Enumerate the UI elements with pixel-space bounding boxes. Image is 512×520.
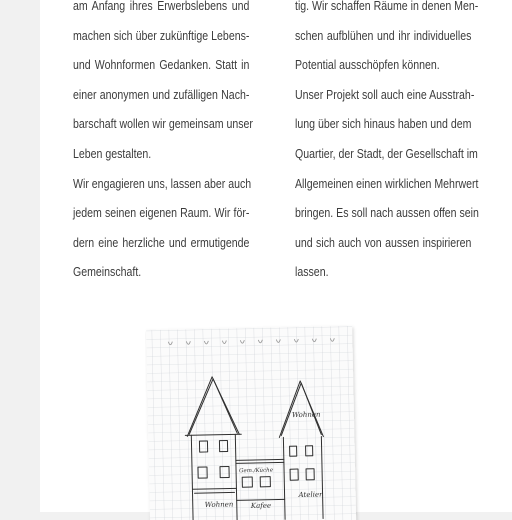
text-line: Quartier, der Stadt, der Gesellschaft im: [295, 146, 478, 161]
left-column: [73, 0, 251, 288]
text-line: Unser Projekt soll auch eine Ausstrah-: [295, 87, 475, 102]
label-wohnen-right: Wohnen: [291, 410, 321, 420]
text-line: Potential ausschöpfen können.: [295, 58, 440, 73]
text-line: Allgemeinen einen wirklichen Mehrwert: [295, 176, 479, 191]
text-line: tig. Wir schaffen Räume in denen Men-: [295, 0, 479, 13]
text-line: machen sich über zukünftige Lebens-: [73, 28, 250, 43]
label-wohnen-left: Wohnen: [204, 500, 234, 510]
text-line: lassen.: [295, 265, 329, 280]
text-line: und sich auch von aussen inspirieren: [295, 235, 472, 250]
text-line: bringen. Es soll nach aussen offen sein: [295, 206, 479, 221]
text-line: am Anfang ihres Erwerbslebens und: [73, 0, 250, 13]
text-line: Gemeinschaft.: [73, 265, 142, 280]
text-line: einer anonymen und zufälligen Nach-: [73, 87, 250, 102]
right-column: [295, 0, 479, 288]
document-page: [40, 0, 512, 512]
text-line: barschaft wollen wir gemeinsam unser: [73, 117, 253, 132]
text-line: und Wohnformen Gedanken. Statt in: [73, 58, 250, 73]
house-sketch-figure: [145, 320, 360, 520]
text-line: dern eine herzliche und ermutigende: [73, 235, 250, 250]
text-line: Leben gestalten.: [73, 146, 152, 161]
text-line: lung über sich hinaus haben und dem: [295, 117, 472, 132]
house-sketch: [145, 320, 360, 520]
label-kafee: Kafee: [250, 501, 272, 511]
label-atelier: Atelier: [298, 490, 323, 500]
text-line: schen aufblühen und ihr individuelles: [295, 28, 472, 43]
text-line: jedem seinen eigenen Raum. Wir för-: [73, 206, 250, 221]
label-gemeinschaft: Gem./Küche: [239, 467, 274, 475]
text-line: Wir engagieren uns, lassen aber auch: [73, 176, 252, 191]
